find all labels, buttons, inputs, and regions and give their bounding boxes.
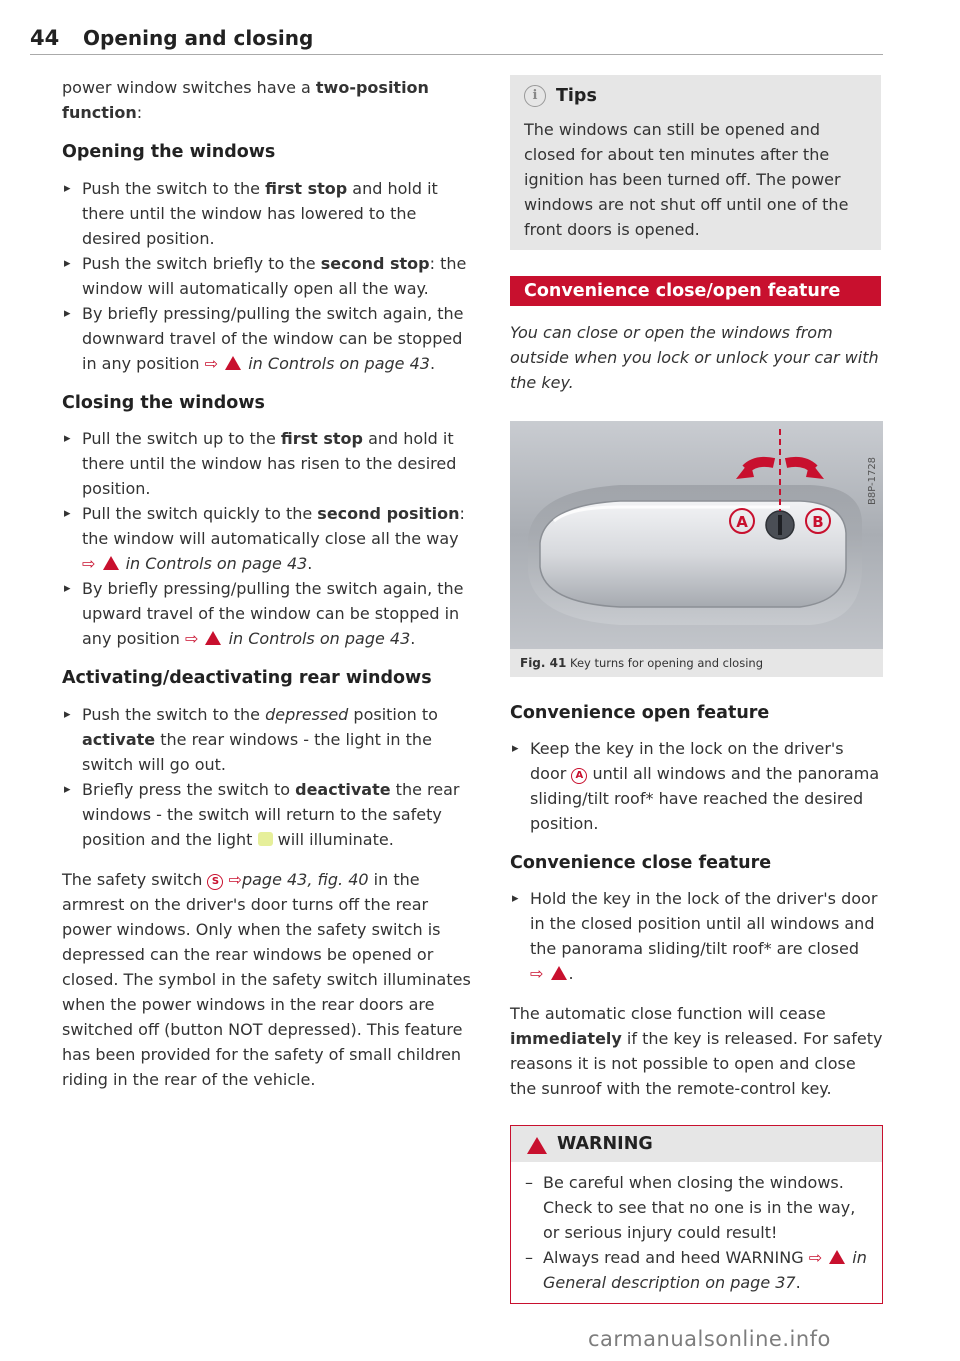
list-item: ▸ By briefly pressing/pulling the switch again, the downward travel of the window can be stopped in any position ⇨ in Controls on page 43.	[62, 301, 472, 376]
page-number: 44	[30, 26, 60, 50]
tips-text: The windows can still be opened and closed for about ten minutes after the ignition has been turned off. The power windows are not shut off until one of the front doors is opened.	[524, 120, 849, 239]
arrow-right-icon: ⇨	[530, 964, 544, 983]
door-handle-illustration	[510, 421, 883, 649]
tips-box	[510, 75, 881, 250]
convenience-section-title: Convenience close/open feature	[510, 276, 881, 306]
cross-reference-link[interactable]: in Controls on page 43	[125, 554, 308, 573]
section-title: Opening and closing	[83, 26, 314, 50]
safety-switch-paragraph: The safety switch S ⇨page 43, fig. 40 in the armrest on the driver's door turns off the rear power windows. Only when the safety switch is depressed can the rear windows be opened or closed. The symbol in the safety switch illuminates when the power windows in the rear doors are switched off (button NOT depressed). This feature has been provided for the safety of small children riding in the rear of the vehicle.	[62, 870, 471, 1089]
figure-41	[510, 421, 883, 677]
left-column	[62, 75, 472, 1092]
list-item: ▸ Pull the switch quickly to the second position: the window will automatically close all the way ⇨ in Controls on page 43.	[62, 501, 472, 576]
close-feature-heading: Convenience close feature	[510, 853, 772, 873]
open-feature-list	[510, 736, 883, 836]
cross-reference-link[interactable]: in Controls on page 43	[228, 629, 411, 648]
warning-box	[510, 1125, 883, 1304]
list-item: ▸ Push the switch briefly to the second stop: the window will automatically open all the way.	[62, 251, 472, 301]
closing-heading: Closing the windows	[62, 393, 265, 413]
label-b: B	[812, 513, 824, 531]
figure-number: Fig. 41	[520, 656, 567, 670]
watermark: carmanualsonline.info	[588, 1327, 831, 1351]
open-feature-heading: Convenience open feature	[510, 703, 770, 723]
label-a-icon: A	[571, 768, 587, 784]
list-item: ▸ Pull the switch up to the first stop and hold it there until the window has risen to the desired position.	[62, 426, 472, 501]
rear-heading: Activating/deactivating rear windows	[62, 668, 432, 688]
opening-heading: Opening the windows	[62, 142, 276, 162]
intro-paragraph: power window switches have a two-position function:	[62, 78, 429, 122]
rear-list	[62, 702, 472, 852]
cross-reference-link[interactable]: in Controls on page 43	[248, 354, 430, 373]
list-item: – Always read and heed WARNING ⇨ in General description on page 37.	[525, 1245, 868, 1295]
warning-icon	[551, 966, 567, 980]
door-handle-svg	[510, 421, 883, 649]
cross-reference-link[interactable]: page 43, fig. 40	[241, 870, 369, 889]
arrow-right-icon: ⇨	[228, 870, 242, 889]
page-header	[30, 22, 883, 55]
close-feature-list	[510, 886, 883, 986]
safety-switch-label-icon: S	[207, 874, 223, 890]
arrow-right-icon: ⇨	[184, 629, 199, 648]
arrow-right-icon: ⇨	[204, 354, 219, 373]
figure-caption-text: Key turns for opening and closing	[570, 656, 763, 670]
warning-icon	[527, 1137, 547, 1154]
list-item: ▸ Push the switch to the first stop and hold it there until the window has lowered to the desired position.	[62, 176, 472, 251]
list-item: ▸ By briefly pressing/pulling the switch again, the upward travel of the window can be stopped in any position ⇨ in Controls on page 43.	[62, 576, 472, 651]
list-item: ▸ Hold the key in the lock of the driver's door in the closed position until all windows and the panorama sliding/tilt roof* are closed ⇨ .	[510, 886, 883, 986]
warning-icon	[225, 356, 241, 370]
warning-icon	[103, 556, 119, 570]
list-item: ▸ Push the switch to the depressed position to activate the rear windows - the light in the switch will go out.	[62, 702, 472, 777]
tips-label: Tips	[556, 86, 597, 106]
warning-list	[525, 1170, 868, 1295]
convenience-intro: You can close or open the windows from outside when you lock or unlock your car with the key.	[510, 323, 879, 392]
list-item: ▸ Keep the key in the lock on the driver's door A until all windows and the panorama sliding/tilt roof* have reached the desired position.	[510, 736, 883, 836]
closing-list	[62, 426, 472, 651]
label-a: A	[736, 513, 748, 531]
warning-icon	[205, 631, 221, 645]
arrow-right-icon: ⇨	[82, 554, 96, 573]
cross-reference-link[interactable]: in General description on page 37	[543, 1248, 867, 1292]
figure-caption	[510, 649, 883, 677]
warning-icon	[829, 1250, 845, 1264]
info-icon: i	[524, 85, 546, 107]
opening-list	[62, 176, 472, 376]
right-column	[510, 75, 883, 1304]
arrow-right-icon: ⇨	[808, 1248, 823, 1267]
indicator-light-icon	[258, 832, 273, 846]
list-item: ▸ Briefly press the switch to deactivate the rear windows - the switch will return to the safety position and the light will illuminate.	[62, 777, 472, 852]
figure-code: B8P-1728	[867, 456, 878, 506]
auto-close-paragraph: The automatic close function will cease immediately if the key is released. For safety reasons it is not possible to open and close the sunroof with the remote-control key.	[510, 1004, 883, 1098]
warning-label: WARNING	[557, 1134, 653, 1154]
list-item: – Be careful when closing the windows. Check to see that no one is in the way, or serious injury could result!	[525, 1170, 868, 1245]
